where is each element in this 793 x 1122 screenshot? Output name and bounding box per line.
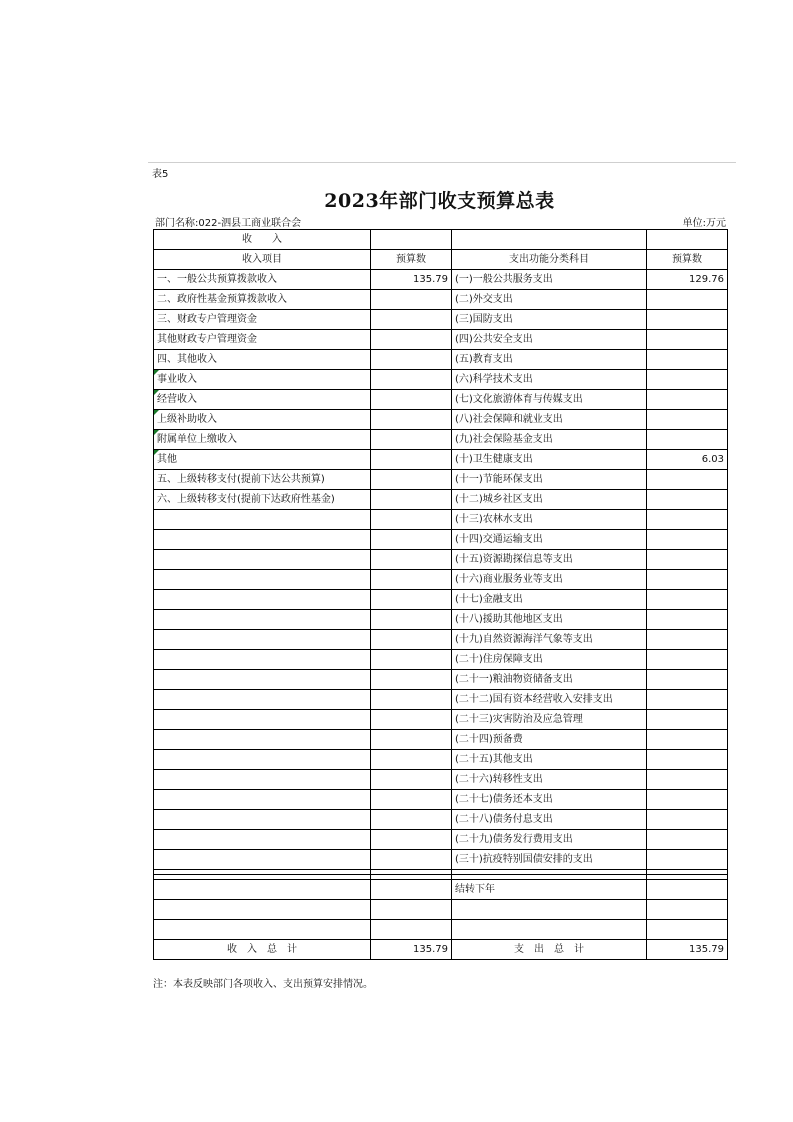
top-divider: [148, 162, 736, 163]
table-row: [154, 610, 728, 630]
table-row: [154, 850, 728, 870]
income-item: 四、其他收入: [154, 350, 371, 370]
expense-item: (十七)金融支出: [452, 590, 647, 610]
expense-item: (六)科学技术支出: [452, 370, 647, 390]
income-amount: [371, 590, 452, 610]
table-row: [154, 430, 728, 450]
expense-amount: [647, 750, 728, 770]
income-item: [154, 530, 371, 550]
income-amount: [371, 570, 452, 590]
table-row: [154, 750, 728, 770]
income-amount: [371, 690, 452, 710]
expense-amount: [647, 550, 728, 570]
expense-amount: [647, 810, 728, 830]
income-item: [154, 810, 371, 830]
income-amount: [371, 650, 452, 670]
total-income-label: 收 入 总 计: [154, 940, 371, 960]
income-item: 三、财政专户管理资金: [154, 310, 371, 330]
table-row: [154, 570, 728, 590]
expense-amount: [647, 470, 728, 490]
income-item: 五、上级转移支付(提前下达公共预算): [154, 470, 371, 490]
table-row: [154, 350, 728, 370]
expense-amount: 6.03: [647, 450, 728, 470]
income-amount: [371, 450, 452, 470]
income-item: [154, 650, 371, 670]
income-amount: [371, 430, 452, 450]
expense-item: (十三)农林水支出: [452, 510, 647, 530]
unit-label: 单位:万元: [682, 218, 726, 229]
income-item: [154, 850, 371, 870]
income-item: 一、一般公共预算拨款收入: [154, 270, 371, 290]
table-number: 表5: [152, 169, 169, 180]
expense-amount: [647, 670, 728, 690]
expense-item: (十四)交通运输支出: [452, 530, 647, 550]
table-row: [154, 690, 728, 710]
expense-item: (二十九)债务发行费用支出: [452, 830, 647, 850]
income-amount: [371, 670, 452, 690]
income-amount: [371, 790, 452, 810]
income-amount: [371, 530, 452, 550]
expense-item: (二十三)灾害防治及应急管理: [452, 710, 647, 730]
expense-item: (十一)节能环保支出: [452, 470, 647, 490]
income-amount: [371, 550, 452, 570]
table-row: [154, 270, 728, 290]
income-amount: [371, 630, 452, 650]
table-row: [154, 470, 728, 490]
expense-amount: [647, 770, 728, 790]
income-amount: [371, 750, 452, 770]
expense-item: (二十四)预备费: [452, 730, 647, 750]
income-item: [154, 630, 371, 650]
income-item: [154, 550, 371, 570]
expense-amount: [647, 370, 728, 390]
footnote: 注：本表反映部门各项收入、支出预算安排情况。: [153, 979, 373, 990]
table-row: [154, 370, 728, 390]
expense-amount: [647, 290, 728, 310]
expense-item: (九)社会保险基金支出: [452, 430, 647, 450]
income-item: [154, 670, 371, 690]
expense-item: (十)卫生健康支出: [452, 450, 647, 470]
expense-amount: [647, 510, 728, 530]
expense-item: (十五)资源勘探信息等支出: [452, 550, 647, 570]
table-row: [154, 710, 728, 730]
expense-amount: [647, 850, 728, 870]
income-group-header: 收 入: [154, 230, 371, 250]
table-row: [154, 670, 728, 690]
expense-amount: [647, 650, 728, 670]
income-amount: [371, 810, 452, 830]
table-row: [154, 310, 728, 330]
table-row: [154, 770, 728, 790]
expense-amount: [647, 790, 728, 810]
expense-amount: [647, 570, 728, 590]
income-item: [154, 590, 371, 610]
expense-amount: [647, 430, 728, 450]
expense-amount: [647, 730, 728, 750]
carry-forward-row: [154, 880, 728, 900]
income-amount: [371, 390, 452, 410]
expense-amount: [647, 530, 728, 550]
expense-item: (七)文化旅游体育与传媒支出: [452, 390, 647, 410]
table-row: [154, 650, 728, 670]
expense-item: (二十七)债务还本支出: [452, 790, 647, 810]
expense-item: (五)教育支出: [452, 350, 647, 370]
income-item: 六、上级转移支付(提前下达政府性基金): [154, 490, 371, 510]
totals-row: [154, 940, 728, 960]
blank-row: [154, 900, 728, 920]
table-row: [154, 530, 728, 550]
expense-item: (四)公共安全支出: [452, 330, 647, 350]
department-name: 部门名称:022-泗县工商业联合会: [155, 218, 302, 229]
expense-amount: 129.76: [647, 270, 728, 290]
table-row: [154, 790, 728, 810]
table-row: [154, 410, 728, 430]
income-amount: [371, 730, 452, 750]
expense-amount: [647, 310, 728, 330]
income-amount: [371, 330, 452, 350]
page-title: 2023年部门收支预算总表: [324, 190, 555, 212]
income-amount: [371, 710, 452, 730]
expense-item: (十八)援助其他地区支出: [452, 610, 647, 630]
income-item: [154, 610, 371, 630]
income-amount: [371, 310, 452, 330]
table-row: [154, 390, 728, 410]
income-amount: [371, 610, 452, 630]
expense-amount: [647, 410, 728, 430]
income-amount: [371, 830, 452, 850]
col-income-amount: 预算数: [371, 250, 452, 270]
group-header-row: [154, 230, 728, 250]
income-amount: [371, 370, 452, 390]
expense-item: (八)社会保障和就业支出: [452, 410, 647, 430]
income-item: 其他: [154, 450, 371, 470]
budget-table: [153, 229, 728, 960]
table-row: [154, 830, 728, 850]
income-amount: [371, 410, 452, 430]
expense-amount: [647, 390, 728, 410]
table-row: [154, 590, 728, 610]
income-item: [154, 510, 371, 530]
income-item: 附属单位上缴收入: [154, 430, 371, 450]
expense-amount: [647, 330, 728, 350]
income-amount: [371, 510, 452, 530]
table-row: [154, 550, 728, 570]
total-income-amount: 135.79: [371, 940, 452, 960]
col-income-item: 收入项目: [154, 250, 371, 270]
expense-amount: [647, 630, 728, 650]
expense-amount: [647, 350, 728, 370]
col-expense-amount: 预算数: [647, 250, 728, 270]
expense-item: (二十八)债务付息支出: [452, 810, 647, 830]
total-expense-label: 支 出 总 计: [452, 940, 647, 960]
income-item: [154, 730, 371, 750]
income-amount: [371, 490, 452, 510]
expense-item: (十九)自然资源海洋气象等支出: [452, 630, 647, 650]
income-item: [154, 770, 371, 790]
expense-item: (三十)抗疫特别国债安排的支出: [452, 850, 647, 870]
expense-item: (二十二)国有资本经营收入安排支出: [452, 690, 647, 710]
expense-amount: [647, 490, 728, 510]
total-expense-amount: 135.79: [647, 940, 728, 960]
carry-forward-label: 结转下年: [452, 880, 647, 900]
income-amount: [371, 770, 452, 790]
income-amount: 135.79: [371, 270, 452, 290]
table-row: [154, 490, 728, 510]
expense-item: (二十一)粮油物资储备支出: [452, 670, 647, 690]
income-item: 事业收入: [154, 370, 371, 390]
expense-amount: [647, 710, 728, 730]
expense-item: (十二)城乡社区支出: [452, 490, 647, 510]
income-amount: [371, 350, 452, 370]
table-row: [154, 810, 728, 830]
income-item: [154, 710, 371, 730]
table-row: [154, 330, 728, 350]
income-item: [154, 750, 371, 770]
income-item: 其他财政专户管理资金: [154, 330, 371, 350]
income-item: [154, 570, 371, 590]
expense-item: (二十五)其他支出: [452, 750, 647, 770]
income-item: 经营收入: [154, 390, 371, 410]
income-amount: [371, 470, 452, 490]
income-amount: [371, 850, 452, 870]
table-row: [154, 630, 728, 650]
col-expense-item: 支出功能分类科目: [452, 250, 647, 270]
income-amount: [371, 290, 452, 310]
expense-amount: [647, 610, 728, 630]
table-row: [154, 510, 728, 530]
income-item: [154, 830, 371, 850]
expense-item: (二十六)转移性支出: [452, 770, 647, 790]
column-header-row: [154, 250, 728, 270]
expense-amount: [647, 830, 728, 850]
table-row: [154, 450, 728, 470]
income-item: 上级补助收入: [154, 410, 371, 430]
expense-item: (二十)住房保障支出: [452, 650, 647, 670]
table-row: [154, 730, 728, 750]
expense-item: (二)外交支出: [452, 290, 647, 310]
expense-item: (十六)商业服务业等支出: [452, 570, 647, 590]
expense-amount: [647, 690, 728, 710]
income-item: [154, 690, 371, 710]
expense-item: (三)国防支出: [452, 310, 647, 330]
income-item: 二、政府性基金预算拨款收入: [154, 290, 371, 310]
blank-row: [154, 920, 728, 940]
expense-amount: [647, 590, 728, 610]
table-row: [154, 290, 728, 310]
income-item: [154, 790, 371, 810]
expense-item: (一)一般公共服务支出: [452, 270, 647, 290]
